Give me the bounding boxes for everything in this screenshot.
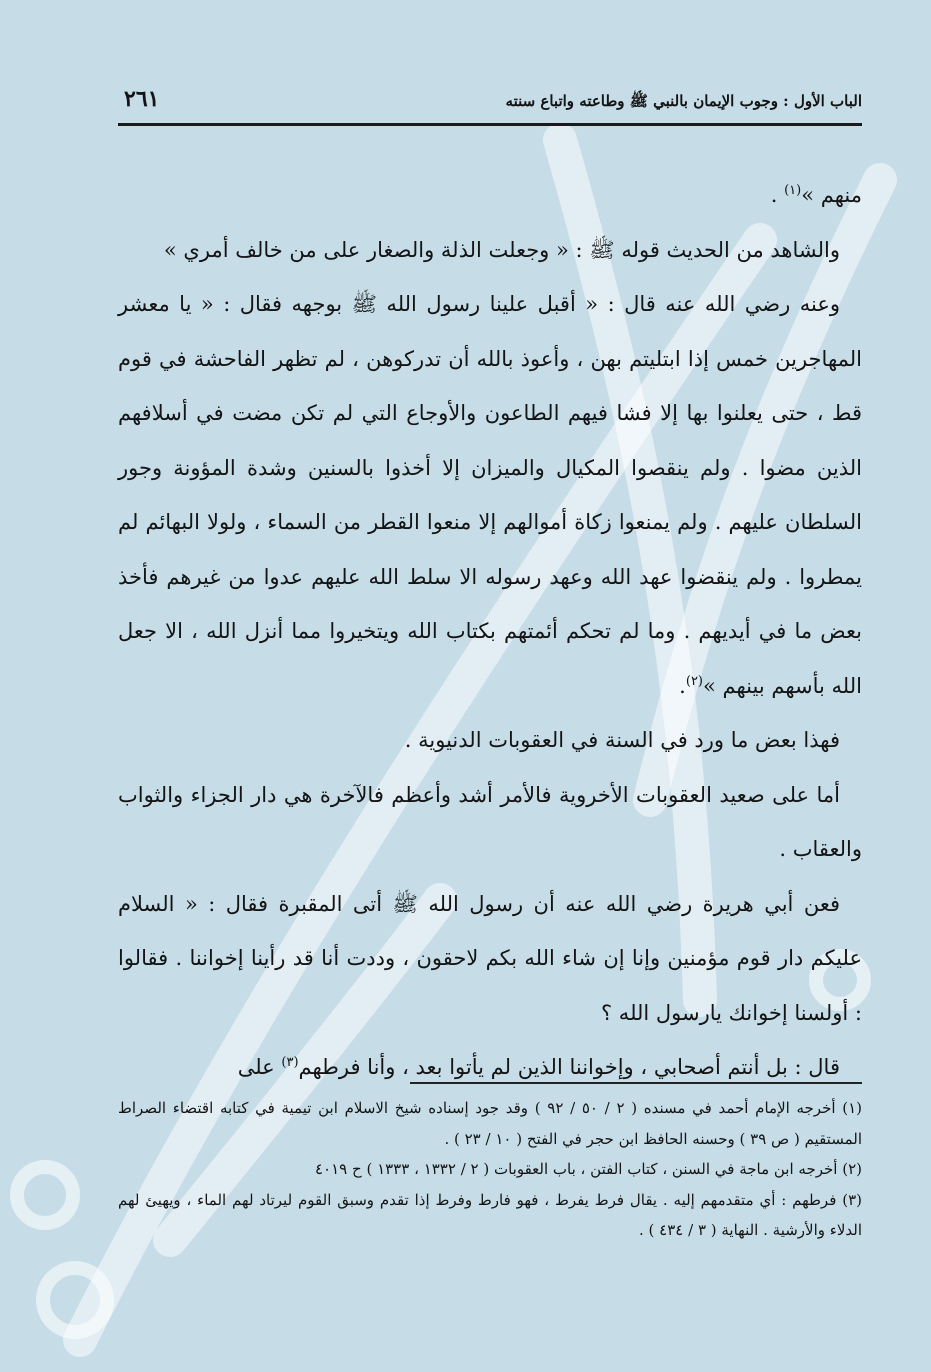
paragraph-2: والشاهد من الحديث قوله ﷺ : « وجعلت الذلة والصغار على من خالف أمري »	[163, 237, 840, 262]
paragraph-1	[118, 168, 862, 223]
paragraph-7-tail: على	[237, 1055, 282, 1079]
paragraph-6: فعن أبي هريرة رضي الله عنه أن رسول الله ﷺ أتى المقبرة فقال : « السلام عليكم دار قوم مؤمنين وإنا إن شاء الله بكم لاحقون ، وددت أنا قد رأينا إخواننا . فقالوا : أولسنا إخوانك يارسول الله ؟	[118, 891, 862, 1025]
header-divider	[118, 123, 862, 126]
footnote-2: (٢) أخرجه ابن ماجة في السنن ، كتاب الفتن ، باب العقوبات ( ٢ / ١٣٣٢ ، ١٣٣٣ ) ح ٤٠١٩	[314, 1160, 862, 1178]
paragraph-7	[118, 1040, 862, 1095]
footnote-divider	[410, 1082, 862, 1084]
paragraph-3-text: وعنه رضي الله عنه قال : « أقبل علينا رسول الله ﷺ بوجهه فقال : « يا معشر المهاجرين خمس إذا ابتليتم بهن ، وأعوذ بالله أن تدركوهن ، لم تظهر الفاحشة في قوم قط ، حتى يعلنوا بها إلا فشا فيهم الطاعون والأوجاع التي لم تكن مضت في أسلافهم الذين مضوا . ولم ينقصوا المكيال والميزان إلا أخذوا بالسنين وشدة المؤونة وجور السلطان عليهم . ولم يمنعوا زكاة أموالهم إلا منعوا القطر من السماء ، ولولا البهائم لم يمطروا . ولم ينقضوا عهد الله وعهد رسوله الا سلط الله عليهم عدوا من غيرهم فأخذ بعض ما في أيديهم . وما لم تحكم أئمتهم بكتاب الله ويتخيروا مما أنزل الله ، الا جعل الله بأسهم بينهم »	[118, 292, 862, 698]
page-number: ٢٦١	[124, 86, 160, 112]
footnote-ref-1: (١)	[784, 183, 802, 198]
paragraph-3	[118, 277, 862, 713]
footnote-ref-2: (٢)	[685, 673, 703, 689]
chapter-title: الباب الأول : وجوب الإيمان بالنبي ﷺ وطاعته واتباع سنته	[505, 92, 862, 110]
footnote-1: (١) أخرجه الإمام أحمد في مسنده ( ٢ / ٥٠ / ٩٢ ) وقد جود إسناده شيخ الاسلام ابن تيمية في كتابه اقتضاء الصراط المستقيم ( ص ٣٩ ) وحسنه الحافظ ابن حجر في الفتح ( ١٠ / ٢٣ ) .	[118, 1099, 862, 1148]
paragraph-1-tail: .	[770, 183, 785, 207]
running-header	[118, 80, 862, 126]
paragraph-1-text: منهم »	[801, 183, 862, 207]
paragraph-3-tail: .	[679, 673, 686, 698]
footnote-ref-3: (٣)	[281, 1055, 299, 1070]
footnotes	[118, 1093, 862, 1246]
paragraph-4: فهذا بعض ما ورد في السنة في العقوبات الدنيوية .	[404, 728, 840, 752]
paragraph-5: أما على صعيد العقوبات الأخروية فالأمر أشد وأعظم فالآخرة هي دار الجزاء والثواب والعقاب .	[118, 782, 862, 861]
paragraph-7-text: قال : بل أنتم أصحابي ، وإخواننا الذين لم يأتوا بعد ، وأنا فرطهم	[298, 1055, 840, 1079]
main-text	[118, 168, 862, 1095]
footnote-3: (٣) فرطهم : أي متقدمهم إليه . يقال فرط يفرط ، فهو فارط وفرط إذا تقدم وسبق القوم ليرتاد لهم الماء ، ويهيئ لهم الدلاء والأرشية . النهاية ( ٣ / ٤٣٤ ) .	[118, 1190, 862, 1239]
